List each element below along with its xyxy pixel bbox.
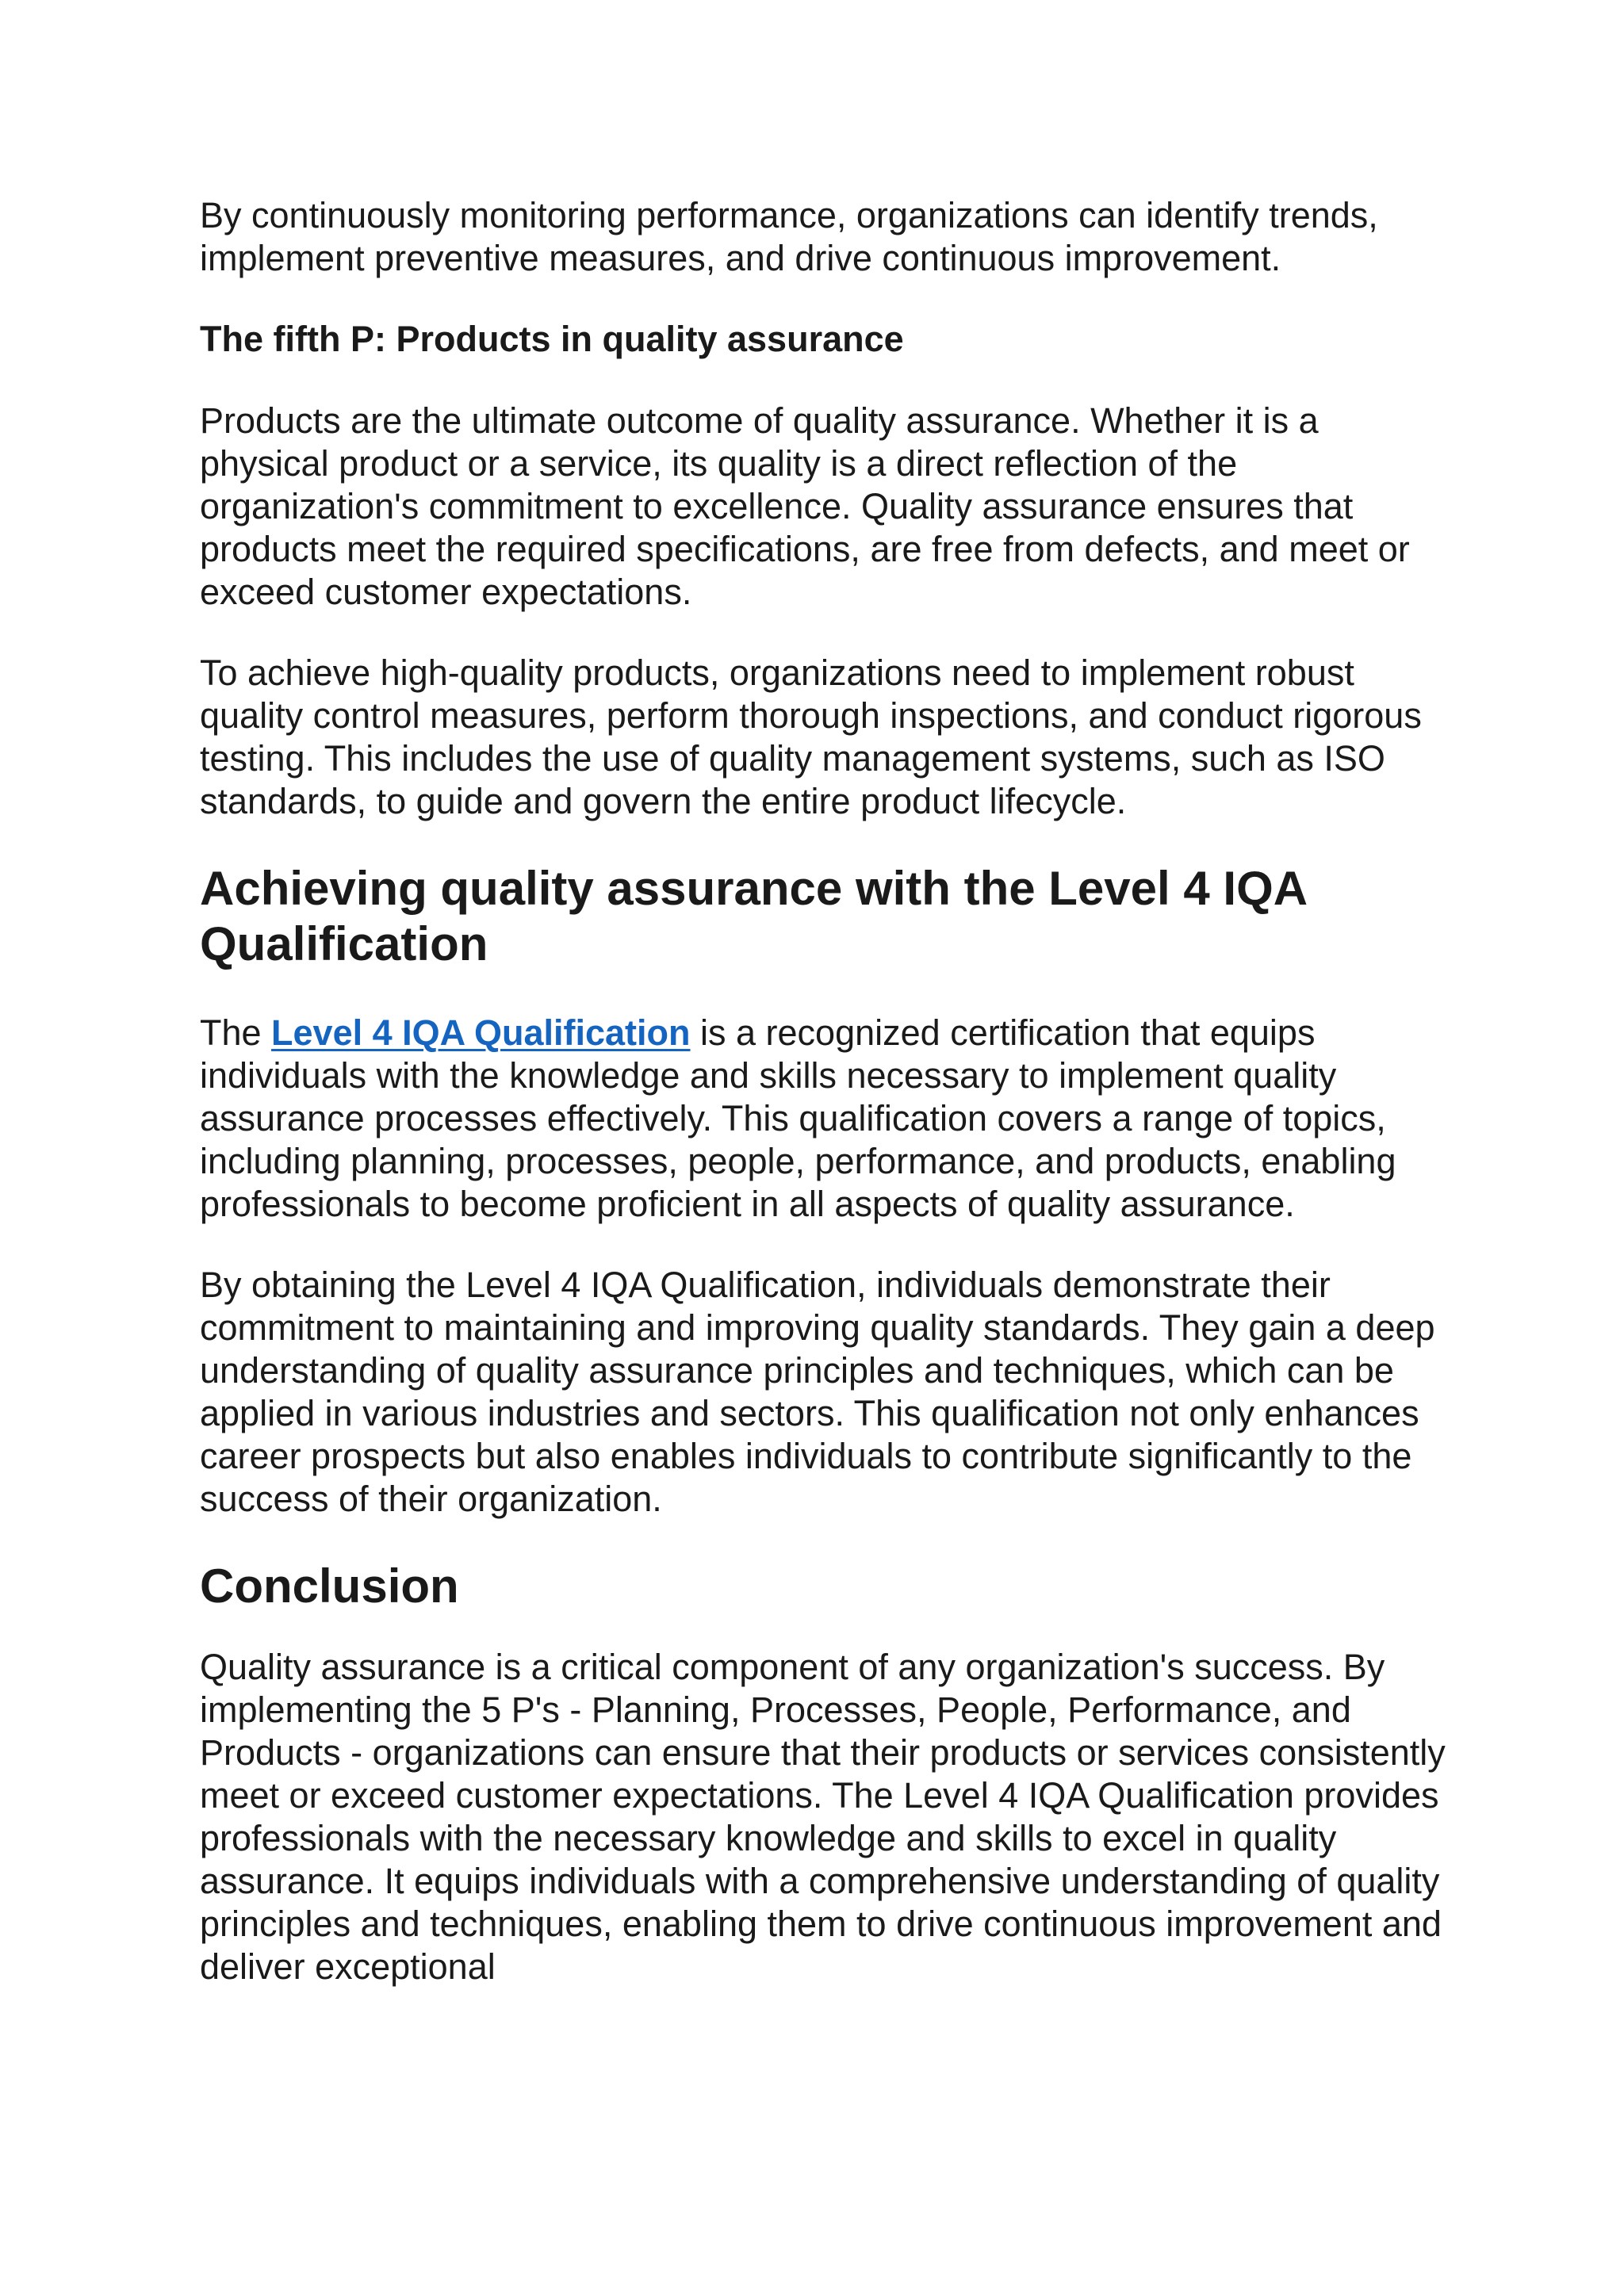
paragraph-obtaining-qualification: By obtaining the Level 4 IQA Qualification, individuals demonstrate their commitment to maintaining and improving quality standards. They gain a deep understanding of quality assurance principles and techniques, which can be applied in various industries and sectors. This qualification not only enhances career prospects but also enables individuals to contribute significantly to the success of their organization. [200,1265,1435,1519]
heading-conclusion: Conclusion [200,1559,459,1613]
section-heading-fifth-p: The fifth P: Products in quality assurance [200,319,904,359]
paragraph-level4-intro [200,1012,1453,1226]
level4-iqa-qualification-link[interactable]: Level 4 IQA Qualification [271,1012,691,1053]
paragraph-conclusion: Quality assurance is a critical component of any organization's success. By implementing the 5 P's - Planning, Processes, People, Performance, and Products - organizations can ensure that their products or services consistently meet or exceed customer expectations. The Level 4 IQA Qualification provides professionals with the necessary knowledge and skills to excel in quality assurance. It equips individuals with a comprehensive understanding of quality principles and techniques, enabling them to drive continuous improvement and deliver exceptional [200,1647,1446,1987]
paragraph-monitoring: By continuously monitoring performance, organizations can identify trends, implement preventive measures, and drive continuous improvement. [200,195,1378,278]
paragraph-products-quality-control: To achieve high-quality products, organizations need to implement robust quality control measures, perform thorough inspections, and conduct rigorous testing. This includes the use of quality management systems, such as ISO standards, to guide and govern the entire product lifecycle. [200,652,1422,821]
heading-achieving-quality-assurance: Achieving quality assurance with the Level 4 IQA Qualification [200,862,1306,970]
intro-prefix-text: The [200,1012,272,1053]
intro-suffix-text: is a recognized certification that equips individuals with the knowledge and skills necessary to implement quality assurance processes effectively. This qualification covers a range of topics, including planning, processes, people, performance, and products, enabling professionals to become proficient in all aspects of quality assurance. [200,1012,1396,1224]
paragraph-products-outcome: Products are the ultimate outcome of quality assurance. Whether it is a physical product or a service, its quality is a direct reflection of the organization's commitment to excellence. Quality assurance ensures that products meet the required specifications, are free from defects, and meet or exceed customer expectations. [200,400,1410,612]
document-content [200,194,1453,1988]
